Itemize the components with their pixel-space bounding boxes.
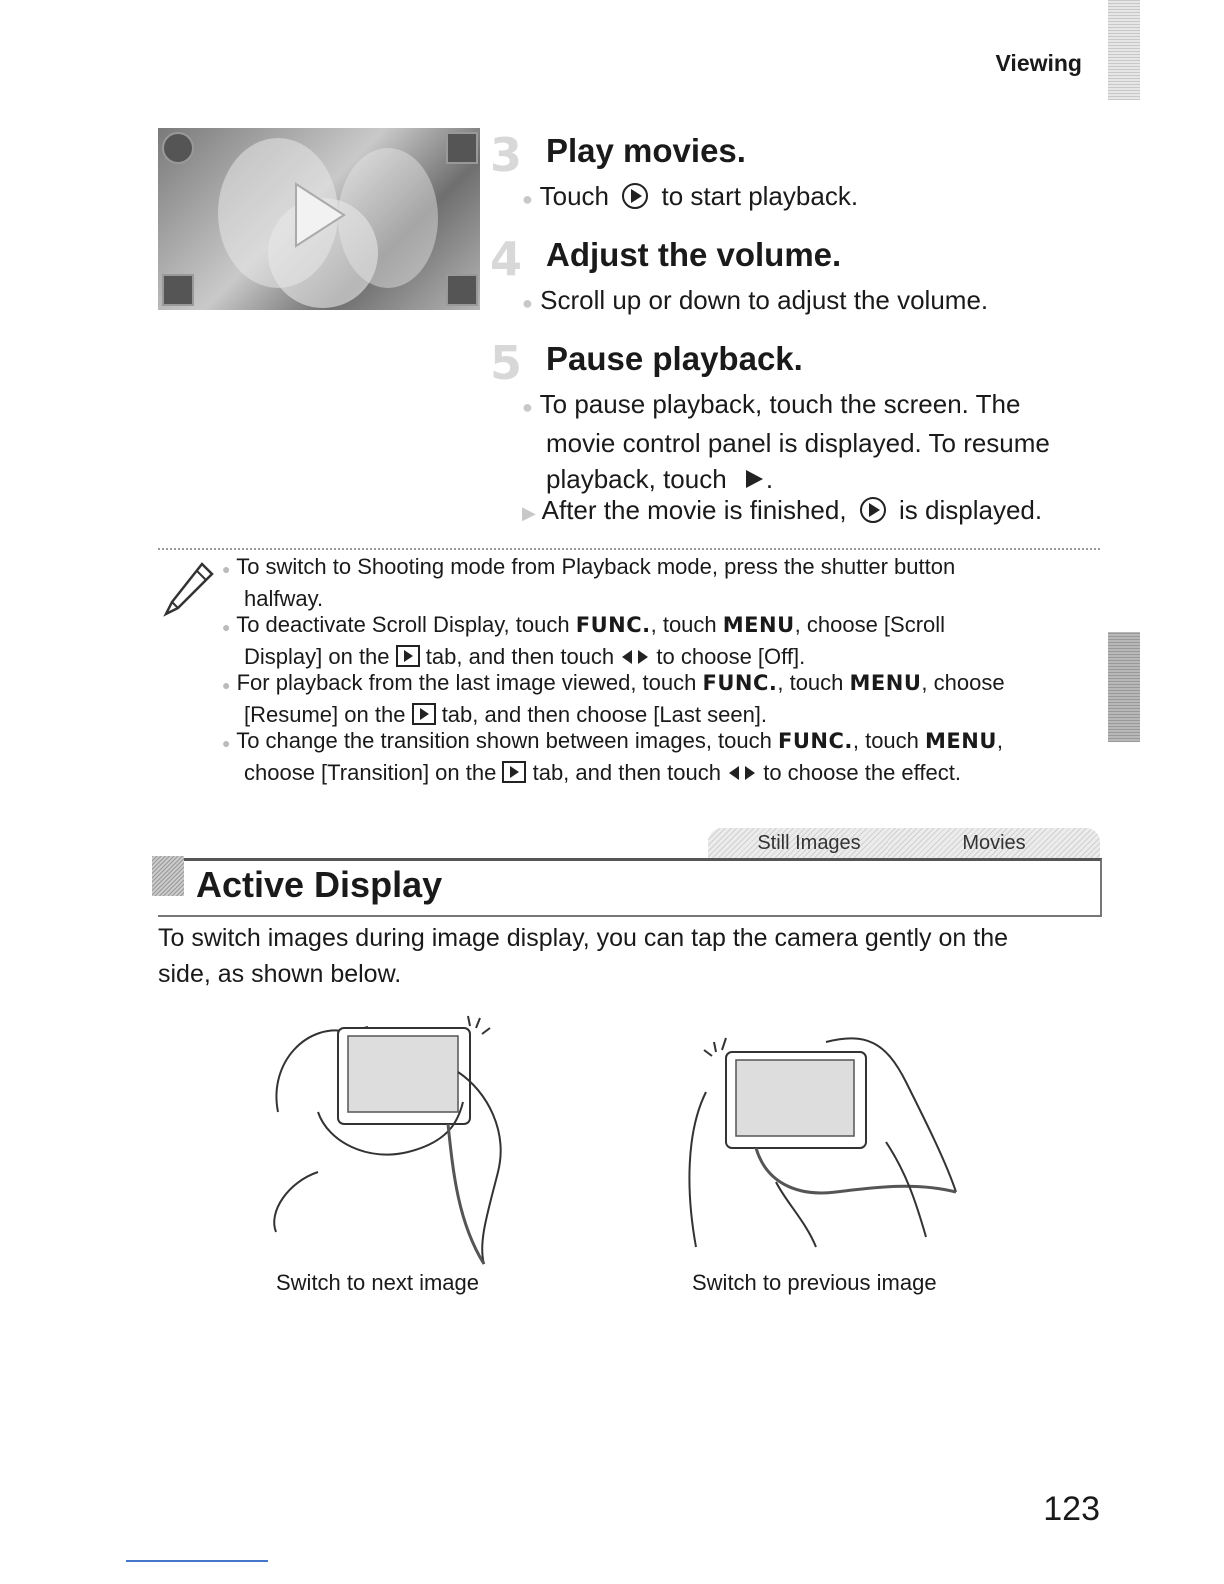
header-section-label: Viewing [995,50,1082,76]
step-title-adjust-volume: Adjust the volume. [546,236,842,273]
chapter-tab-marker [1108,0,1140,100]
section-corner-marker [152,856,184,896]
left-right-arrows-icon [620,648,650,666]
playback-tab-icon [412,703,436,725]
notes-divider [158,548,1100,550]
note-1: ● To switch to Shooting mode from Playback mode, press the shutter button halfway. [222,554,956,611]
camera-tap-next-illustration [258,1002,528,1268]
left-right-arrows-icon [727,764,757,782]
section-title: Active Display [196,864,443,905]
step-number-3: 3 [490,128,523,182]
step-title-pause-playback: Pause playback. [546,340,803,377]
step-3-bullet: ● Touch to start playback. [522,181,859,211]
play-arrow-icon [742,467,766,491]
camera-tap-previous-illustration [676,1022,976,1252]
caption-next-image: Switch to next image [276,1270,479,1295]
playback-tab-icon [502,761,526,783]
step-title-play-movies: Play movies. [546,132,746,169]
intro-paragraph: To switch images during image display, you can tap the camera gently on the side, as shown below. [158,924,1008,988]
step-number-5: 5 [490,336,523,390]
play-circle-icon [620,181,650,211]
note-3: ● For playback from the last image viewed, touch FUNC., touch MENU, choose [Resume] on the tab, and then choose [Last seen]. [222,670,1005,727]
pencil-note-icon [160,560,216,620]
caption-previous-image: Switch to previous image [692,1270,937,1295]
step-number-4: 4 [490,232,523,286]
page-number: 123 [1043,1490,1100,1528]
footer-link-line [126,1560,268,1562]
step-5-bullet-2: ▶ After the movie is finished, is displayed. [522,495,1043,525]
note-4: ● To change the transition shown between images, touch FUNC., touch MENU, choose [Transition] on the tab, and then touch to choose the effect. [222,728,1004,785]
play-arrow-icon [288,180,348,250]
note-2: ● To deactivate Scroll Display, touch FUNC., touch MENU, choose [Scroll Display] on the tab, and then touch to choose [Off]. [222,612,946,669]
chapter-index-tab [1108,632,1140,742]
movie-playback-screenshot [158,128,480,310]
playback-tab-icon [396,645,420,667]
mode-tab-still-images: Still Images [708,828,910,858]
step-5-bullet-1: ● To pause playback, touch the screen. The movie control panel is displayed. To resume playback, touch . [522,389,1050,494]
step-4-bullet: ● Scroll up or down to adjust the volume. [522,285,989,315]
mode-tab-movies: Movies [888,828,1100,858]
play-circle-icon [858,495,888,525]
